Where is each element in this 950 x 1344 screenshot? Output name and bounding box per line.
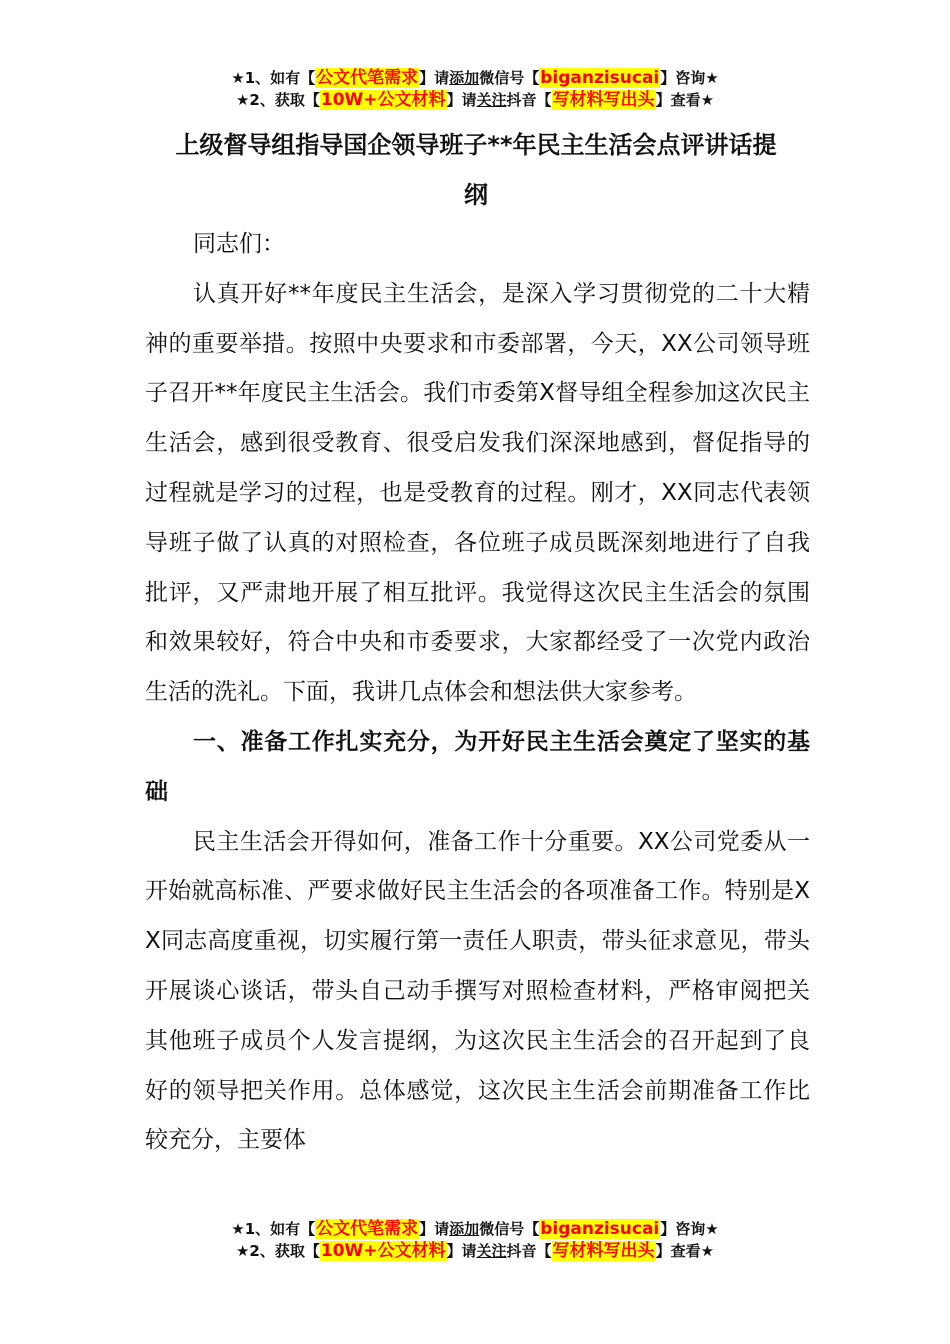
douyin-id: 写材料写出头 — [552, 1241, 655, 1261]
highlight-text: 10W+公文材料 — [320, 90, 446, 110]
banner-text: 】咨询★ — [660, 1220, 719, 1238]
paragraph: 民主生活会开得如何，准备工作十分重要。XX公司党委从一开始就高标准、严要求做好民主生活会的各项准备工作。特别是XX同志高度重视，切实履行第一责任人职责，带头征求意见，带头开展谈心谈话，带头自己动手撰写对照检查材料，严格审阅把关其他班子成员个人发言提纲，为这次民主生活会的召开起到了良好的领导把关作用。总体感觉，这次民主生活会前期准备工作比较充分，主要体 — [145, 828, 810, 1154]
footer-banner — [0, 1218, 950, 1262]
banner-text: 】查看★ — [655, 91, 715, 109]
banner-line-2 — [0, 89, 950, 111]
paragraph: 认真开好**年度民主生活会，是深入学习贯彻党的二十大精神的重要举措。按照中央要求和市委部署，今天，XX公司领导班子召开**年度民主生活会。我们市委第X督导组全程参加这次民主生活会，感到很受教育、很受启发我们深深地感到，督促指导的过程就是学习的过程，也是受教育的过程。刚才，XX同志代表领导班子做了认真的对照检查，各位班子成员既深刻地进行了自我批评，又严肃地开展了相互批评。我觉得这次民主生活会的氛围和效果较好，符合中央和市委要求，大家都经受了一次党内政治生活的洗礼。下面，我讲几点体会和想法供大家参考。 — [145, 280, 810, 706]
banner-line-1 — [0, 1218, 950, 1240]
highlight-text: 公文代笔需求 — [316, 68, 419, 88]
underline-text: 添加 — [449, 69, 480, 87]
highlight-text: 公文代笔需求 — [316, 1219, 419, 1239]
underline-text: 关注 — [476, 1242, 507, 1260]
banner-text: 】请 — [446, 91, 477, 109]
banner-text: 】查看★ — [655, 1242, 715, 1260]
banner-text: 】请 — [419, 1220, 450, 1238]
underline-text: 添加 — [449, 1220, 480, 1238]
banner-text: ★2、获取【 — [235, 91, 320, 109]
document-title-line-2: 纲 — [464, 181, 488, 209]
banner-text: 】咨询★ — [660, 69, 719, 87]
banner-text: 微信号【 — [479, 69, 540, 87]
banner-text: ★2、获取【 — [235, 1242, 320, 1260]
banner-text: 微信号【 — [479, 1220, 540, 1238]
document-body — [145, 220, 810, 1166]
wechat-id: biganzisucai — [540, 1219, 660, 1239]
banner-text: 】请 — [419, 69, 450, 87]
banner-text: 抖音【 — [506, 91, 552, 109]
underline-text: 关注 — [476, 91, 507, 109]
banner-text: 】请 — [446, 1242, 477, 1260]
banner-line-2 — [0, 1240, 950, 1262]
douyin-id: 写材料写出头 — [552, 90, 655, 110]
banner-line-1 — [0, 67, 950, 89]
banner-text: ★1、如有【 — [231, 69, 316, 87]
highlight-text: 10W+公文材料 — [320, 1241, 446, 1261]
header-banner — [0, 67, 950, 111]
wechat-id: biganzisucai — [540, 68, 660, 88]
banner-text: ★1、如有【 — [231, 1220, 316, 1238]
section-heading: 一、准备工作扎实充分，为开好民主生活会奠定了坚实的基础 — [145, 728, 810, 805]
document-title-line-1: 上级督导组指导国企领导班子**年民主生活会点评讲话提 — [175, 131, 777, 159]
salutation: 同志们： — [193, 231, 285, 257]
banner-text: 抖音【 — [506, 1242, 552, 1260]
